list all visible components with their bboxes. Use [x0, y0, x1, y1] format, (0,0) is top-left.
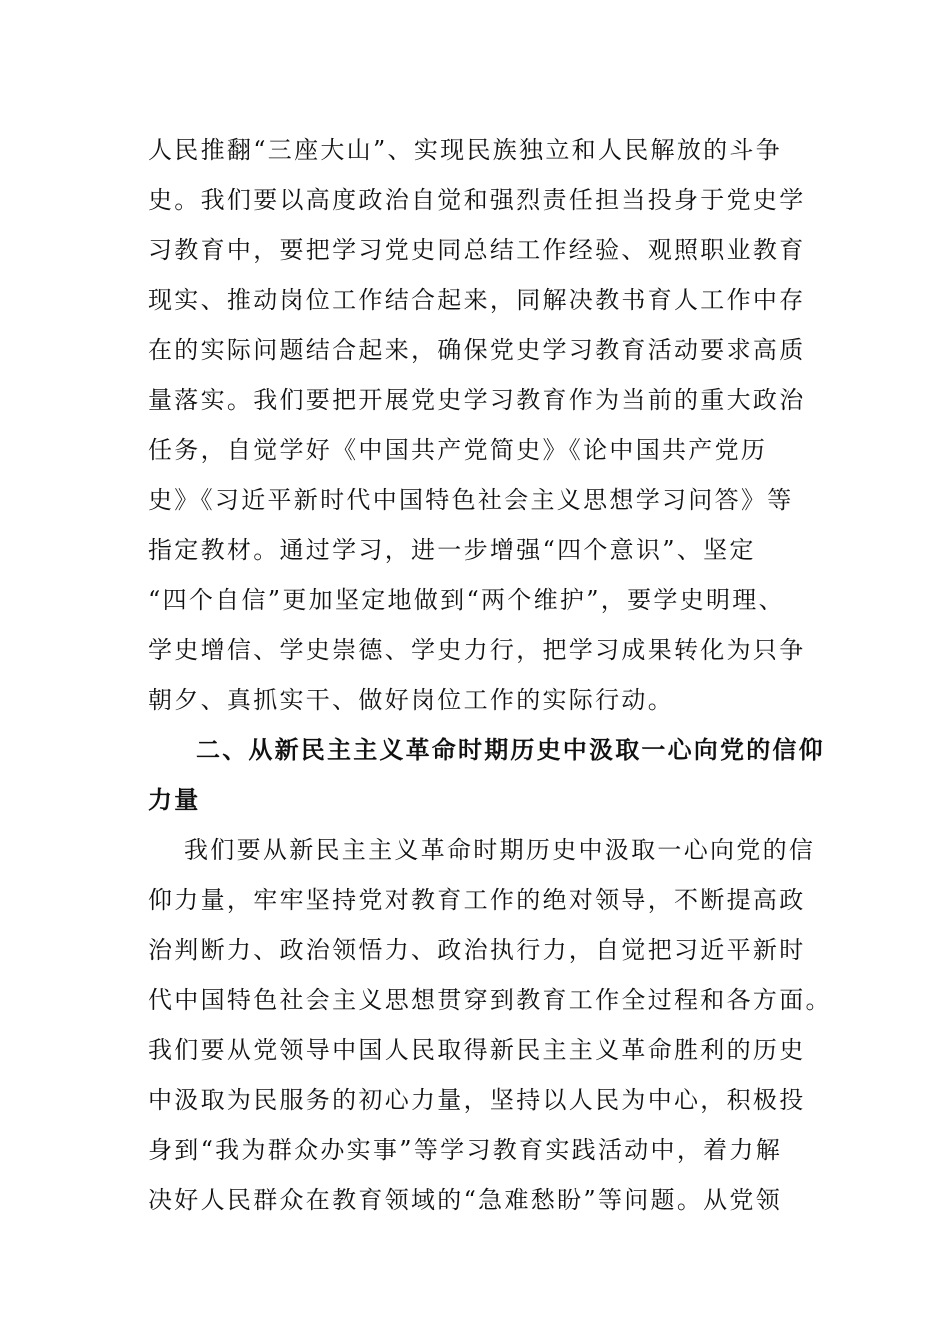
text-line: 治判断力、政治领悟力、政治执行力，自觉把习近平新时 — [148, 936, 806, 964]
text-line: 人民推翻“三座大山”、实现民族独立和人民解放的斗争 — [148, 136, 783, 164]
text-line: 中汲取为民服务的初心力量，坚持以人民为中心，积极投 — [148, 1086, 806, 1114]
text-line: 任务，自觉学好《中国共产党简史》《论中国共产党历 — [148, 436, 768, 464]
text-line: “四个自信”更加坚定地做到“两个维护”，要学史明理、 — [148, 586, 785, 614]
text-line: 在的实际问题结合起来，确保党史学习教育活动要求高质 — [148, 336, 806, 364]
text-line: 决好人民群众在教育领域的“急难愁盼”等问题。从党领 — [148, 1186, 783, 1214]
text-line: 身到“我为群众办实事”等学习教育实践活动中，着力解 — [148, 1136, 783, 1164]
text-line: 朝夕、真抓实干、做好岗位工作的实际行动。 — [148, 686, 674, 714]
text-line: 指定教材。通过学习，进一步增强“四个意识”、坚定 — [148, 536, 756, 564]
text-line: 量落实。我们要把开展党史学习教育作为当前的重大政治 — [148, 386, 806, 414]
text-line: 史。我们要以高度政治自觉和强烈责任担当投身于党史学 — [148, 186, 806, 214]
text-line: 代中国特色社会主义思想贯穿到教育工作全过程和各方面。 — [148, 986, 832, 1014]
text-line: 史》《习近平新时代中国特色社会主义思想学习问答》等 — [148, 486, 794, 514]
paragraph-first-line: 我们要从新民主主义革命时期历史中汲取一心向党的信 — [184, 836, 816, 864]
text-line: 习教育中，要把学习党史同总结工作经验、观照职业教育 — [148, 236, 806, 264]
section-heading: 二、从新民主主义革命时期历史中汲取一心向党的信仰 — [196, 736, 825, 764]
text-line: 仰力量，牢牢坚持党对教育工作的绝对领导，不断提高政 — [148, 886, 806, 914]
text-line: 我们要从党领导中国人民取得新民主主义革命胜利的历史 — [148, 1036, 806, 1064]
section-heading-continued: 力量 — [148, 786, 201, 814]
text-line: 学史增信、学史崇德、学史力行，把学习成果转化为只争 — [148, 636, 806, 664]
text-line: 现实、推动岗位工作结合起来，同解决教书育人工作中存 — [148, 286, 806, 314]
